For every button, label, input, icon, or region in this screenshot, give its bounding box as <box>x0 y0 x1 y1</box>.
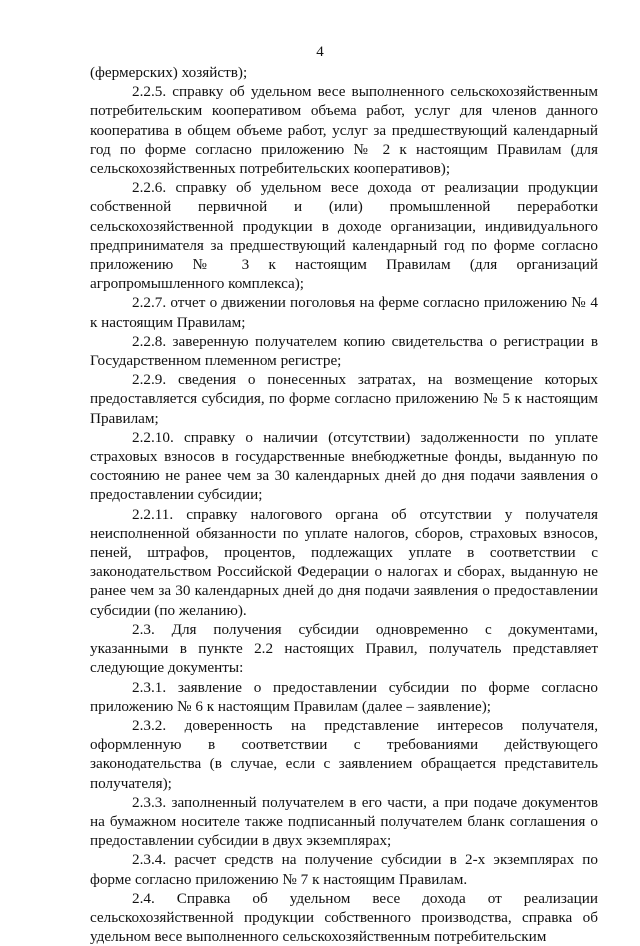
paragraph-2-2-9: 2.2.9. сведения о понесенных затратах, на возмещение которых предоставляется субсидия, по форме согласно приложению № 5 к настоящим Правилам; <box>90 371 598 427</box>
paragraph-2-2-11: 2.2.11. справку налогового органа об отсутствии у получателя неисполненной обязанности по уплате налогов, сборов, страховых взносов, пеней, штрафов, процентов, подлежащих уплате в соответствии с законодательством Российской Федерации о налогах и сборах, выданную не ранее чем за 30 календарных дней до дня подачи заявления о предоставлении субсидии (по желанию). <box>90 505 598 619</box>
paragraph-2-4: 2.4. Справка об удельном весе дохода от реализации сельскохозяйственной продукции собственного производства, справка об удельном весе выполненного сельскохозяйственным потребительским <box>90 889 598 946</box>
paragraph-2-3-3: 2.3.3. заполненный получателем в его части, а при подаче документов на бумажном носителе также подписанный получателем бланк соглашения о предоставлении субсидии в двух экземплярах; <box>90 793 598 850</box>
paragraph-2-2-10: 2.2.10. справку о наличии (отсутствии) задолженности по уплате страховых взносов в государственные внебюджетные фонды, выданную по состоянию не ранее чем за 30 календарных дней до дня подачи заявления о предоставлении субсидии; <box>90 428 598 504</box>
page-number: 4 <box>316 44 324 60</box>
document-body <box>90 63 598 946</box>
paragraph-continuation: (фермерских) хозяйств); <box>90 64 248 81</box>
paragraph-2-2-5: 2.2.5. справку об удельном весе выполненного сельскохозяйственным потребительским кооперативом объема работ, услуг для членов данного кооператива в общем объеме работ, услуг за предшествующий календарный год по форме согласно приложению № 2 к настоящим Правилам (для сельскохозяйственных потребительских кооперативов); <box>90 83 598 178</box>
paragraph-2-2-7: 2.2.7. отчет о движении поголовья на ферме согласно приложению № 4 к настоящим Правилам; <box>90 294 598 331</box>
paragraph-2-2-6: 2.2.6. справку об удельном весе дохода от реализации продукции собственной первичной и (или) промышленной переработки сельскохозяйственной продукции в доходе организации, индивидуального предпринимателя за предшествующий календарный год по форме согласно приложению № 3 к настоящим Правилам (для организаций агропромышленного комплекса); <box>90 179 598 293</box>
paragraph-2-3: 2.3. Для получения субсидии одновременно с документами, указанными в пункте 2.2 настоящих Правил, получатель представляет следующие документы: <box>90 620 598 677</box>
paragraph-2-3-2: 2.3.2. доверенность на представление интересов получателя, оформленную в соответствии с требованиями действующего законодательства (в случае, если с заявлением обращается представитель получателя); <box>90 716 598 792</box>
paragraph-2-3-1: 2.3.1. заявление о предоставлении субсидии по форме согласно приложению № 6 к настоящим Правилам (далее – заявление); <box>90 678 598 715</box>
paragraph-2-2-8: 2.2.8. заверенную получателем копию свидетельства о регистрации в Государственном племенном регистре; <box>90 332 598 370</box>
paragraph-2-3-4: 2.3.4. расчет средств на получение субсидии в 2-х экземплярах по форме согласно приложению № 7 к настоящим Правилам. <box>90 851 598 888</box>
